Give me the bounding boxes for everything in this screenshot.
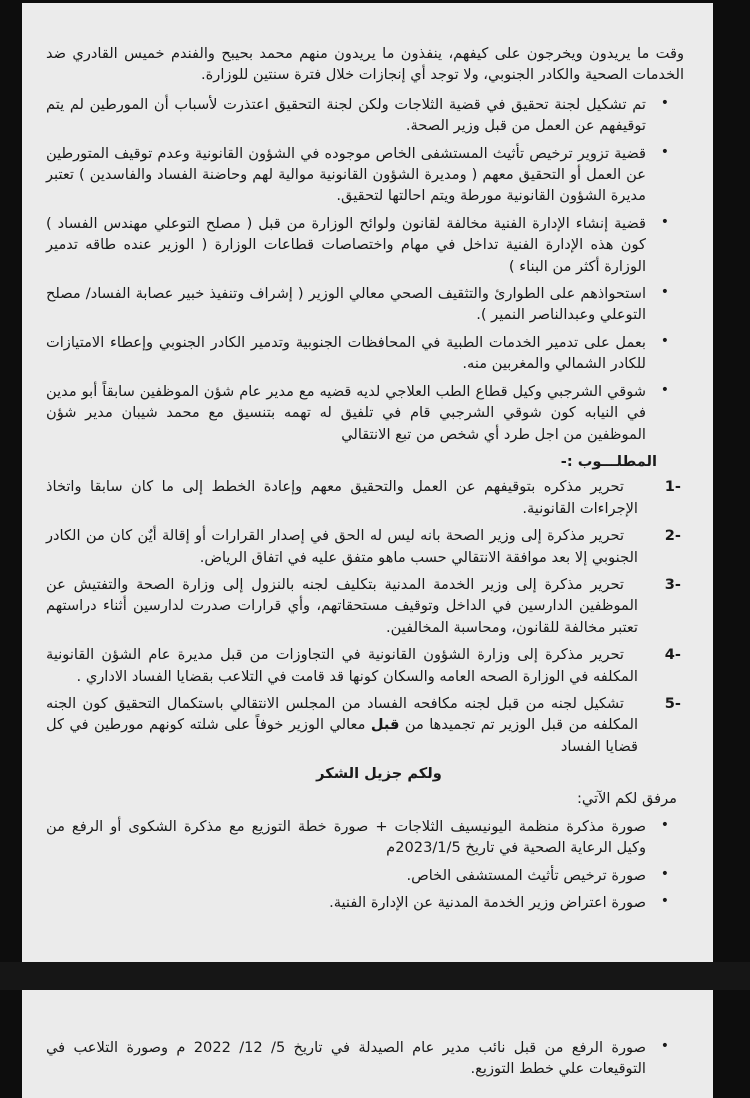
bullet-text: قضية إنشاء الإدارة الفنية مخالفة لقانون ولوائح الوزارة من قبل ( مصلح التوعلي مهندس الفساد ) كون هذه الإدارة الفنية تداخل في مهام واختصاصات قطاعات الوزارة ( الوزير عنده طاقه تدمير الوزارة أكثر من البناء ): [46, 214, 646, 275]
bullet-marker: •: [660, 381, 669, 398]
item-text-segment: تشكيل لجنه من قبل لجنه مكافحه الفساد من المجلس الانتقالي باستكمال التحقيق كون الجنه المكلفه من قبل الوزير تم تجميدها من: [46, 694, 638, 734]
item-number: 5-: [664, 694, 681, 712]
bullet-text: صورة مذكرة منظمة اليونيسيف الثلاجات + صورة خطة التوزيع مع مذكرة الشكوى أو الرفع من وكيل الرعاية الصحية في تاريخ 2023/1/5م: [46, 818, 646, 857]
bullet-marker: •: [660, 143, 669, 160]
bullet-marker: •: [660, 1038, 669, 1054]
bullet-marker: •: [660, 865, 669, 882]
bullet-marker: •: [660, 213, 669, 230]
item-number: 3-: [664, 575, 681, 593]
required-heading: المطلـــوب :-: [560, 452, 657, 470]
right-border: [713, 0, 750, 1098]
page-separator: [0, 962, 750, 990]
numbered-item-1: [46, 476, 684, 519]
left-border: [0, 0, 22, 1098]
bullet-item: [46, 381, 684, 445]
intro-paragraph: وقت ما يريدون ويخرجون على كيفهم، ينفذون ما يريدون منهم محمد بحيبح والفندم خميس القادري ضد الخدمات الصحية والكادر الجنوبي، ولا توجد أي إنجازات خلال فترة سنتين للوزارة.: [46, 45, 684, 84]
bullet-item: [46, 283, 684, 326]
item-number: 1-: [664, 478, 681, 496]
attachments-intro: مرفق لكم الآتي:: [576, 789, 677, 807]
attachment-bullet: [46, 892, 684, 913]
numbered-item-3: [46, 574, 684, 638]
attachment-bullet: [46, 1037, 684, 1080]
bullet-text: صورة اعتراض وزير الخدمة المدنية عن الإدارة الفنية.: [329, 894, 646, 912]
attachment-bullet: [46, 816, 684, 859]
bullet-text: تم تشكيل لجنة تحقيق في قضية الثلاجات ولكن لجنة التحقيق اعتذرت لأسباب أن المورطين لم يتم توقيفهم عن العمل من قبل وزير الصحة.: [46, 95, 646, 135]
numbered-item-4: [46, 644, 684, 687]
item-number: 4-: [664, 646, 681, 664]
attachment-bullet: [46, 865, 684, 886]
item-text: تحرير مذكره بتوقيفهم عن العمل والتحقيق معهم وإعادة الخطط إلى ما كان سابقا واتخاذ الإجراءات القانونية.: [46, 478, 638, 517]
bullet-text: صورة ترخيص تأثيث المستشفى الخاص.: [406, 866, 646, 884]
bullet-text: شوقي الشرجبي وكيل قطاع الطب العلاجي لديه قضيه مع مدير عام شؤن الموظفين سابقاً أبو مدين في النيابه كون شوقي الشرجبي قام في تلفيق له تهمه بتنسيق مع محمد شيبان مدير شؤن الموظفين من اجل طرد أي شخص من تبع الانتقالي: [46, 382, 646, 443]
numbered-item-2: [46, 525, 684, 568]
bullet-marker: •: [660, 817, 669, 833]
bullet-item: [46, 94, 684, 137]
bullet-marker: •: [660, 94, 669, 111]
bullet-item: [46, 143, 684, 207]
bullet-marker: •: [660, 332, 669, 349]
document-page-1: [22, 3, 713, 962]
item-text: تحرير مذكرة إلى وزارة الشؤون القانونية في التجاوزات من قبل مديرة عام الشؤن القانونية المكلفه في الوزارة الصحه العامه والسكان كونها قد قامت في التلاعب بقضايا الفساد الاداري .: [46, 646, 638, 685]
bullet-text: قضية تزوير ترخيص تأثيث المستشفى الخاص موجوده في الشؤون القانونية وعدم توقيف المتورطين عن العمل أو التحقيق معهم ( ومديرة الشؤون القانونية موالية لهم وحاضنة الفساد والفاسدين ) تعتبر مديرة الشؤون القانونية مورطة ويتم احالتها لتحقيق.: [46, 144, 646, 205]
item-text: تحرير مذكرة إلى وزير الصحة بانه ليس له الحق في إصدار القرارات أو إقالة أيٌن كان من الكادر الجنوبي إلا بعد موافقة الانتقالي حسب ماهو متفق عليه في اتفاق الرياض.: [46, 527, 638, 566]
bullet-marker: •: [660, 893, 669, 910]
bullet-text: بعمل على تدمير الخدمات الطبية في المحافظات الجنوبية وتدمير الكادر الجنوبي وإعطاء الامتيازات للكادر الشمالي والمغربين منه.: [46, 333, 646, 373]
item-text: [46, 693, 638, 757]
item-number: 2-: [664, 527, 681, 545]
thanks-line: ولكم جزيل الشكر: [316, 765, 442, 783]
bullet-text: استحواذهم على الطوارئ والتثقيف الصحي معالي الوزير ( إشراف وتنفيذ خبير عصابة الفساد/ مصلح التوعلي وعبدالناصر النمير ).: [46, 285, 646, 324]
bullet-text: صورة الرفع من قبل نائب مدير عام الصيدلة في تاريخ 5/ 12/ 2022 م وصورة التلاعب في التوقيعات علي خطط التوزيع.: [46, 1039, 646, 1078]
item-text-bold: قبل: [370, 716, 400, 734]
bullet-marker: •: [660, 284, 669, 301]
numbered-item-5: [46, 693, 684, 757]
document-page-2: [22, 990, 713, 1098]
item-text: تحرير مذكرة إلى وزير الخدمة المدنية بتكليف لجنه بالنزول إلى وزارة الصحة والتفتيش عن الموظفين الدارسين في الداخل وتوقيف مستحقاتهم، وأي قرارات صدرت لدارسين أثناء دراستهم تعتبر مخالفة للقانون، ومحاسبة المخالفين.: [46, 575, 638, 636]
item-text-segment: معالي الوزير خوفاً على شلته كونهم مورطين في كل قضايا الفساد: [46, 716, 638, 755]
bullet-item: [46, 213, 684, 277]
bullet-item: [46, 332, 684, 375]
